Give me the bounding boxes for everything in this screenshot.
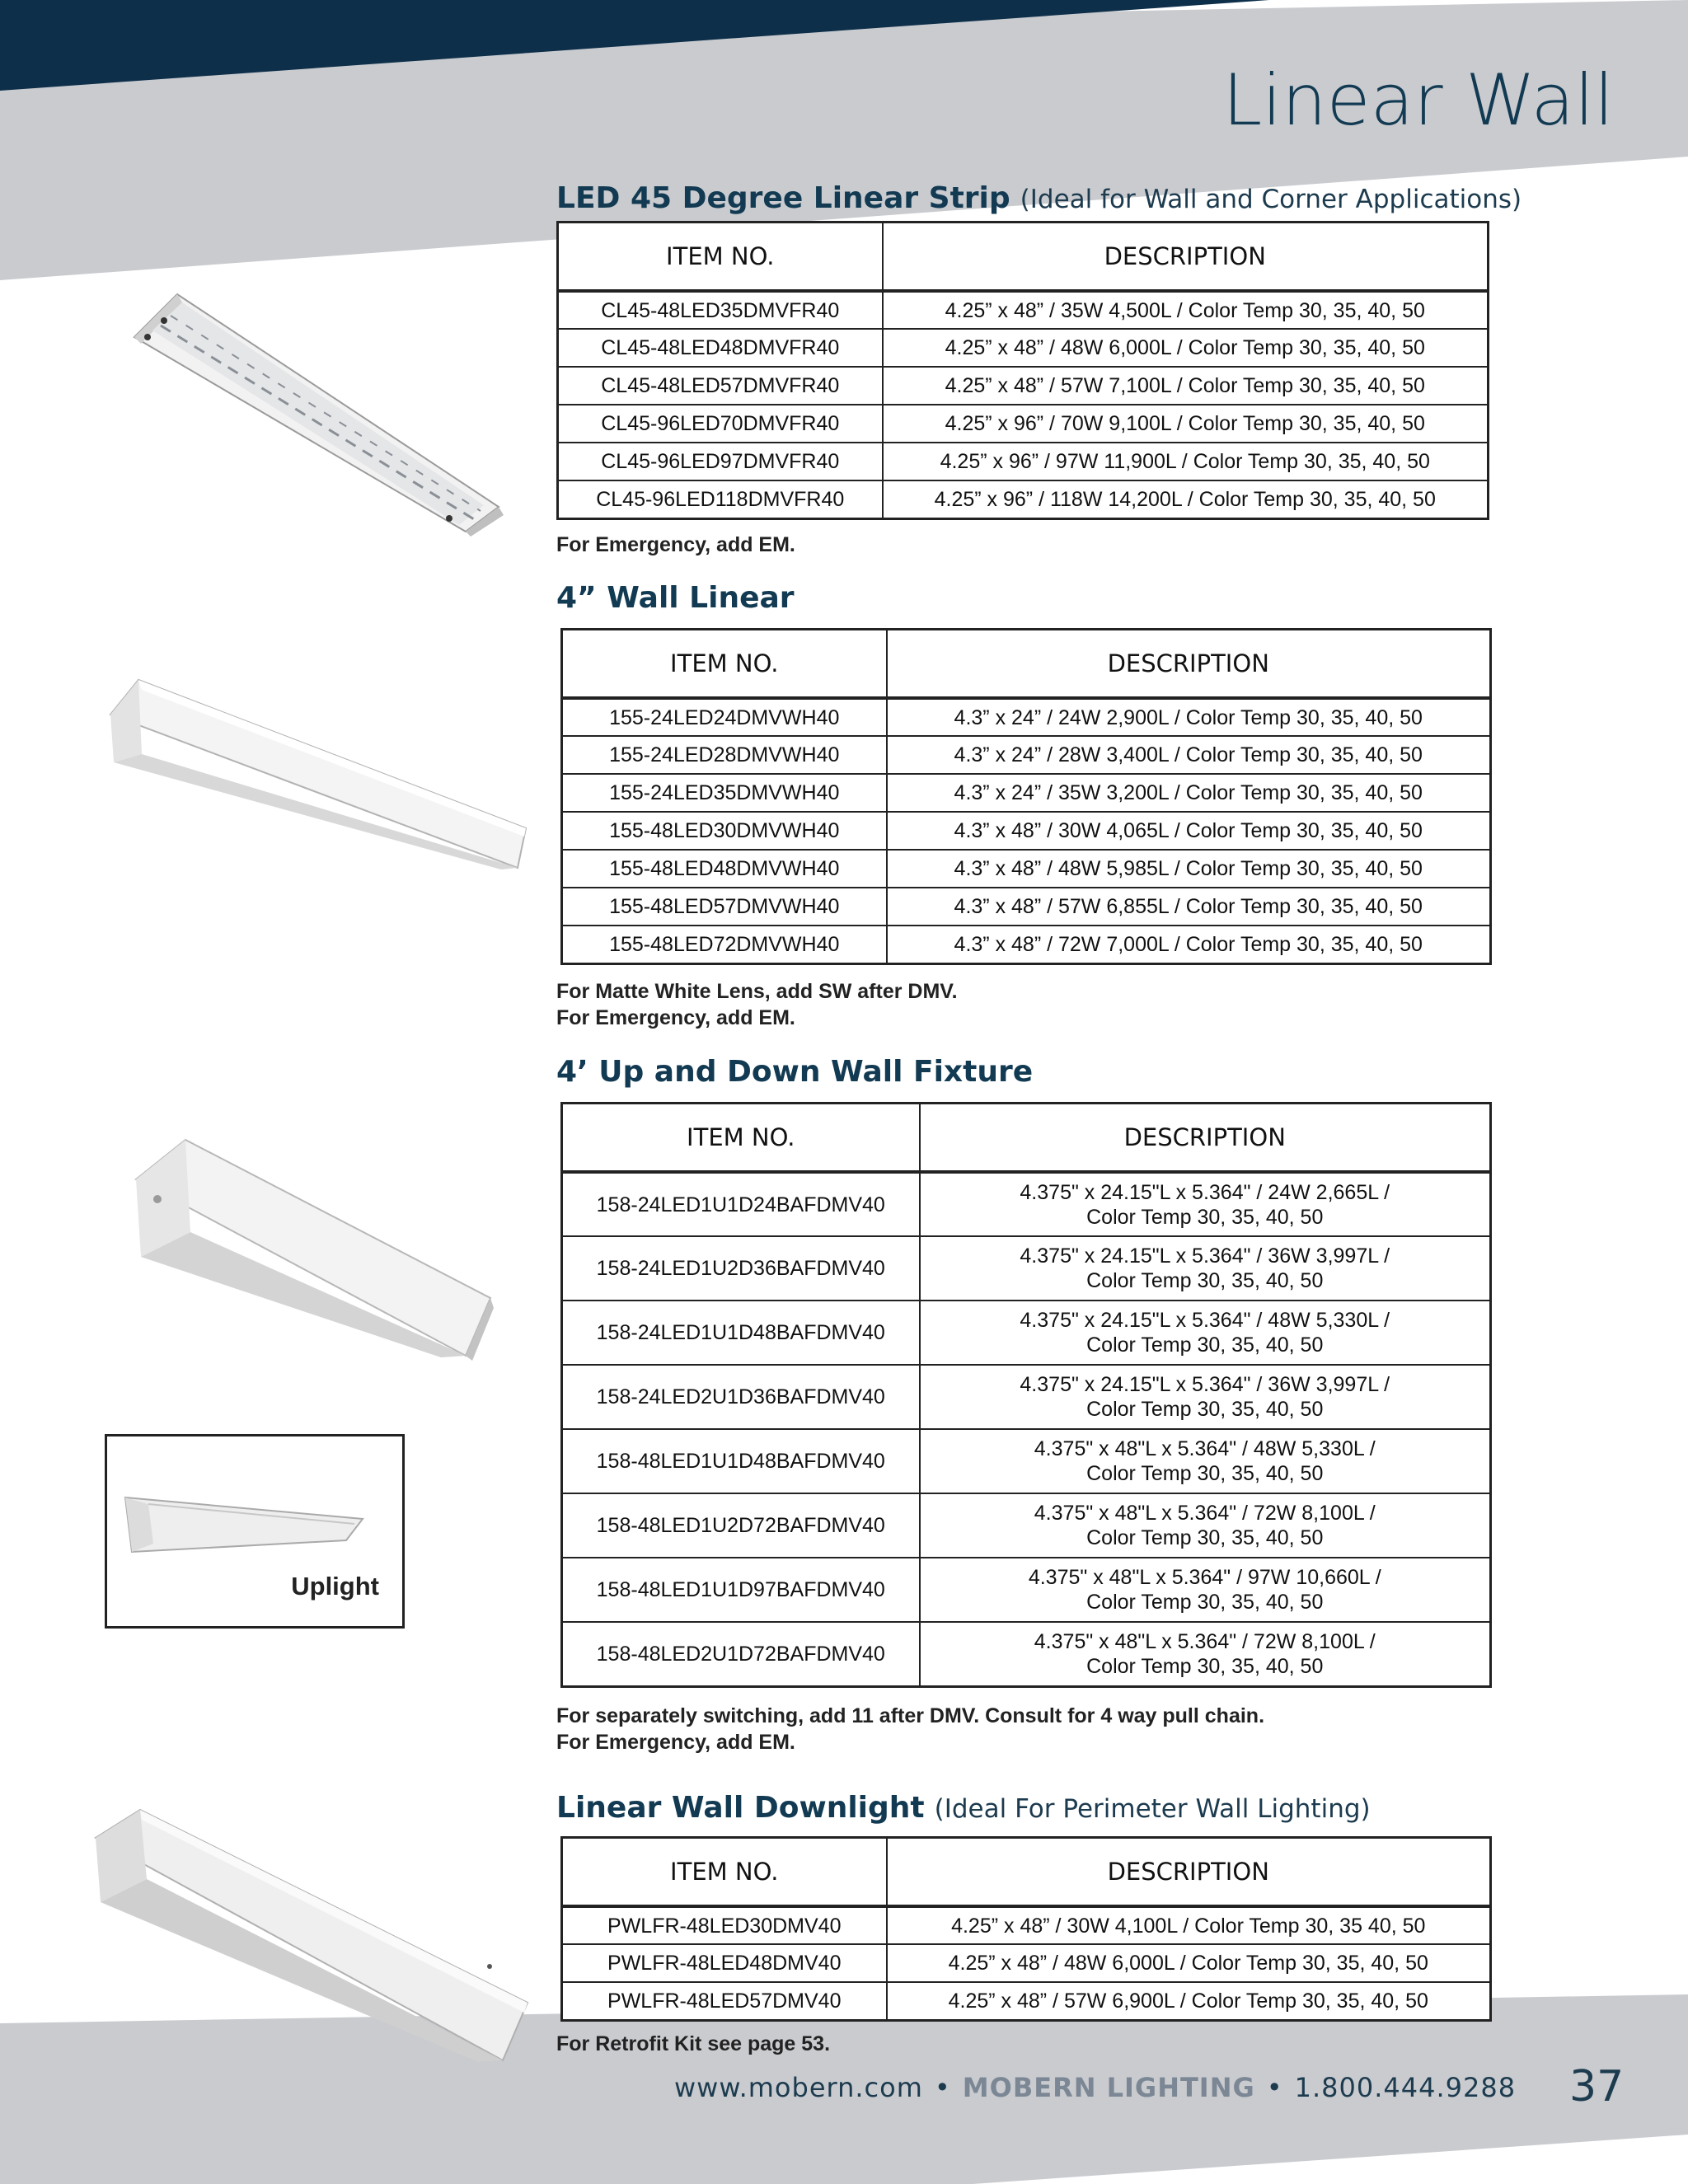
item-number: PWLFR-48LED48DMV40: [562, 1944, 887, 1982]
item-number: CL45-48LED57DMVFR40: [558, 367, 883, 405]
table-row: [562, 774, 1491, 812]
product-photo-up-down-fixture: [128, 1133, 499, 1372]
item-description: [920, 1236, 1491, 1301]
item-description: [920, 1365, 1491, 1429]
description-line-1: 4.375" x 24.15"L x 5.364" / 36W 3,997L /: [1020, 1373, 1390, 1396]
item-number: 155-24LED24DMVWH40: [562, 698, 887, 736]
footer-brand: MOBERN LIGHTING: [962, 2072, 1255, 2103]
section-heading-led45: [556, 181, 1522, 215]
table-row: [562, 1236, 1491, 1301]
item-number: 158-24LED1U2D36BAFDMV40: [562, 1236, 920, 1301]
section-title: LED 45 Degree Linear Strip: [556, 181, 1010, 215]
col-header-item: ITEM NO.: [562, 1104, 920, 1173]
description-line-2: Color Temp 30, 35, 40, 50: [1086, 1591, 1324, 1614]
product-photo-wall-linear: [106, 672, 534, 878]
table-row: [558, 329, 1489, 367]
table-row: [562, 850, 1491, 888]
item-description: [920, 1301, 1491, 1365]
section-note: [556, 2031, 830, 2057]
description-line-2: Color Temp 30, 35, 40, 50: [1086, 1526, 1324, 1549]
table-row: [558, 367, 1489, 405]
table-row: [562, 812, 1491, 850]
table-row: [562, 1301, 1491, 1365]
description-line-1: 4.375" x 48"L x 5.364" / 72W 8,100L /: [1034, 1502, 1376, 1525]
table-row: [562, 1365, 1491, 1429]
table-row: [562, 1982, 1491, 2020]
spec-table-led45: [556, 221, 1489, 520]
footer-separator: •: [934, 2072, 951, 2103]
item-number: 158-48LED1U2D72BAFDMV40: [562, 1493, 920, 1558]
item-number: PWLFR-48LED57DMV40: [562, 1982, 887, 2020]
item-description: [920, 1622, 1491, 1686]
item-number: 158-24LED1U1D24BAFDMV40: [562, 1172, 920, 1236]
description-line-2: Color Temp 30, 35, 40, 50: [1086, 1269, 1324, 1292]
section-subtitle: (Ideal For Perimeter Wall Lighting): [934, 1794, 1371, 1824]
item-description: 4.25” x 48” / 48W 6,000L / Color Temp 30, 35, 40, 50: [883, 329, 1489, 367]
description-line-1: 4.375" x 48"L x 5.364" / 72W 8,100L /: [1034, 1629, 1376, 1653]
description-line-1: 4.375" x 24.15"L x 5.364" / 48W 5,330L /: [1020, 1309, 1390, 1332]
item-description: 4.25” x 48” / 48W 6,000L / Color Temp 30, 35, 40, 50: [887, 1944, 1491, 1982]
description-line-1: 4.375" x 24.15"L x 5.364" / 24W 2,665L /: [1020, 1180, 1390, 1204]
section-title: 4” Wall Linear: [556, 581, 795, 615]
table-header-row: [562, 630, 1491, 699]
description-line-2: Color Temp 30, 35, 40, 50: [1086, 1462, 1324, 1485]
table-row: [562, 926, 1491, 963]
spec-table-wall-linear: [560, 628, 1492, 965]
col-header-item: ITEM NO.: [562, 630, 887, 699]
item-number: 155-48LED48DMVWH40: [562, 850, 887, 888]
footer-website-link[interactable]: www.mobern.com: [674, 2072, 923, 2103]
table-row: [562, 1429, 1491, 1493]
section-title: Linear Wall Downlight: [556, 1791, 925, 1825]
description-line-2: Color Temp 30, 35, 40, 50: [1086, 1654, 1324, 1678]
col-header-description: DESCRIPTION: [887, 630, 1491, 699]
item-description: [920, 1172, 1491, 1236]
item-description: [920, 1558, 1491, 1622]
note-line: For Retrofit Kit see page 53.: [556, 2032, 831, 2055]
item-number: 155-48LED57DMVWH40: [562, 888, 887, 926]
table-header-row: [562, 1104, 1491, 1173]
col-header-description: DESCRIPTION: [887, 1838, 1491, 1907]
item-description: [920, 1429, 1491, 1493]
footer-separator: •: [1266, 2072, 1283, 2103]
item-description: [920, 1493, 1491, 1558]
item-description: 4.3” x 48” / 72W 7,000L / Color Temp 30, 35, 40, 50: [887, 926, 1491, 963]
table-row: [558, 480, 1489, 518]
page-title: Linear Wall: [1222, 59, 1614, 142]
section-note: [556, 532, 795, 558]
section-title: 4’ Up and Down Wall Fixture: [556, 1055, 1034, 1089]
item-description: 4.25” x 48” / 57W 6,900L / Color Temp 30, 35, 40, 50: [887, 1982, 1491, 2020]
spec-table-downlight: [560, 1836, 1492, 2022]
description-line-2: Color Temp 30, 35, 40, 50: [1086, 1333, 1324, 1357]
note-line: For Matte White Lens, add SW after DMV.: [556, 980, 958, 1003]
item-description: 4.25” x 96” / 118W 14,200L / Color Temp 30, 35, 40, 50: [883, 480, 1489, 518]
description-line-1: 4.375" x 24.15"L x 5.364" / 36W 3,997L /: [1020, 1244, 1390, 1268]
section-heading-wall-linear: [556, 581, 795, 615]
item-number: 155-24LED35DMVWH40: [562, 774, 887, 812]
description-line-1: 4.375" x 48"L x 5.364" / 48W 5,330L /: [1034, 1437, 1376, 1460]
table-row: [562, 698, 1491, 736]
item-description: 4.3” x 24” / 24W 2,900L / Color Temp 30, 35, 40, 50: [887, 698, 1491, 736]
item-number: 158-48LED1U1D48BAFDMV40: [562, 1429, 920, 1493]
note-line: For Emergency, add EM.: [556, 1731, 795, 1754]
table-row: [558, 291, 1489, 329]
item-number: CL45-96LED97DMVFR40: [558, 443, 883, 480]
item-description: 4.25” x 96” / 97W 11,900L / Color Temp 30, 35, 40, 50: [883, 443, 1489, 480]
section-note: [556, 978, 958, 1031]
product-photo-led45-strip: [128, 284, 515, 540]
item-number: 158-48LED2U1D72BAFDMV40: [562, 1622, 920, 1686]
description-line-2: Color Temp 30, 35, 40, 50: [1086, 1398, 1324, 1421]
item-number: 158-24LED1U1D48BAFDMV40: [562, 1301, 920, 1365]
section-subtitle: (Ideal for Wall and Corner Applications): [1020, 185, 1522, 214]
item-number: CL45-96LED118DMVFR40: [558, 480, 883, 518]
footer-phone: 1.800.444.9288: [1294, 2072, 1517, 2103]
item-description: 4.3” x 24” / 35W 3,200L / Color Temp 30, 35, 40, 50: [887, 774, 1491, 812]
table-header-row: [558, 223, 1489, 292]
table-row: [562, 1906, 1491, 1944]
spec-table-up-down: [560, 1102, 1492, 1688]
uplight-inset: [105, 1434, 405, 1629]
table-row: [562, 888, 1491, 926]
description-line-2: Color Temp 30, 35, 40, 50: [1086, 1205, 1324, 1229]
table-row: [562, 1944, 1491, 1982]
item-description: 4.3” x 48” / 57W 6,855L / Color Temp 30, 35, 40, 50: [887, 888, 1491, 926]
table-row: [562, 1558, 1491, 1622]
table-row: [562, 1622, 1491, 1686]
table-row: [558, 443, 1489, 480]
item-number: 155-48LED30DMVWH40: [562, 812, 887, 850]
item-description: 4.25” x 96” / 70W 9,100L / Color Temp 30, 35, 40, 50: [883, 405, 1489, 443]
section-heading-downlight: [556, 1791, 1371, 1825]
uplight-label: Uplight: [291, 1572, 379, 1601]
item-number: CL45-96LED70DMVFR40: [558, 405, 883, 443]
item-description: 4.25” x 48” / 57W 7,100L / Color Temp 30, 35, 40, 50: [883, 367, 1489, 405]
table-row: [562, 1172, 1491, 1236]
note-line: For Emergency, add EM.: [556, 533, 795, 556]
item-number: PWLFR-48LED30DMV40: [562, 1906, 887, 1944]
col-header-description: DESCRIPTION: [883, 223, 1489, 292]
item-number: CL45-48LED48DMVFR40: [558, 329, 883, 367]
item-number: 155-24LED28DMVWH40: [562, 736, 887, 774]
item-description: 4.3” x 48” / 48W 5,985L / Color Temp 30, 35, 40, 50: [887, 850, 1491, 888]
col-header-item: ITEM NO.: [558, 223, 883, 292]
footer: [674, 2072, 1516, 2103]
item-number: 155-48LED72DMVWH40: [562, 926, 887, 963]
item-description: 4.25” x 48” / 35W 4,500L / Color Temp 30, 35, 40, 50: [883, 291, 1489, 329]
item-description: 4.3” x 24” / 28W 3,400L / Color Temp 30, 35, 40, 50: [887, 736, 1491, 774]
col-header-item: ITEM NO.: [562, 1838, 887, 1907]
table-row: [562, 736, 1491, 774]
item-number: 158-24LED2U1D36BAFDMV40: [562, 1365, 920, 1429]
table-row: [558, 405, 1489, 443]
table-row: [562, 1493, 1491, 1558]
item-description: 4.3” x 48” / 30W 4,065L / Color Temp 30, 35, 40, 50: [887, 812, 1491, 850]
product-photo-wall-downlight: [91, 1805, 536, 2069]
section-heading-up-down: [556, 1055, 1033, 1089]
description-line-1: 4.375" x 48"L x 5.364" / 97W 10,660L /: [1028, 1566, 1381, 1589]
note-line: For separately switching, add 11 after DMV. Consult for 4 way pull chain.: [556, 1704, 1265, 1727]
item-number: CL45-48LED35DMVFR40: [558, 291, 883, 329]
section-note: [556, 1703, 1264, 1755]
page-number: 37: [1569, 2062, 1625, 2111]
uplight-photo: [124, 1494, 371, 1560]
item-number: 158-48LED1U1D97BAFDMV40: [562, 1558, 920, 1622]
col-header-description: DESCRIPTION: [920, 1104, 1491, 1173]
table-header-row: [562, 1838, 1491, 1907]
item-description: 4.25” x 48” / 30W 4,100L / Color Temp 30, 35 40, 50: [887, 1906, 1491, 1944]
note-line: For Emergency, add EM.: [556, 1006, 795, 1029]
